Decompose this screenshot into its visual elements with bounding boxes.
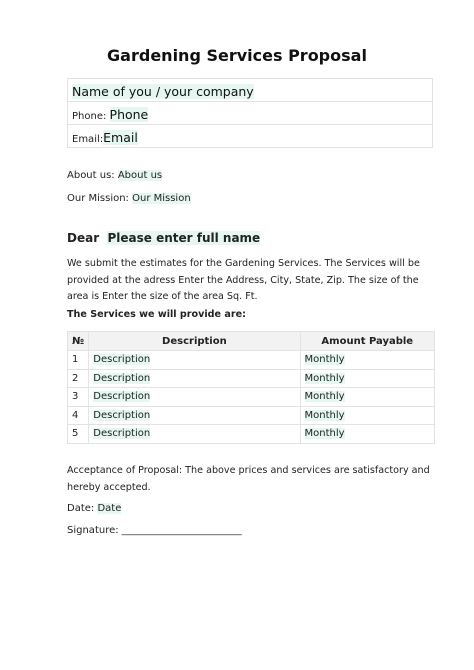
contact-name-cell	[68, 79, 433, 102]
phone-label: Phone:	[72, 110, 110, 122]
description-field[interactable]: Description	[93, 428, 151, 440]
table-row	[68, 351, 435, 370]
intro-paragraph: We submit the estimates for the Gardening Services. The Services will be provided at the adress Enter the Address, City, State, Zip. The size of the area is Enter the size of the area Sq. Ft.	[67, 258, 420, 302]
amount-field[interactable]: Monthly	[304, 372, 345, 384]
row-number: 5	[68, 425, 89, 444]
about-line	[67, 170, 162, 181]
signature-label: Signature:	[67, 525, 122, 536]
contact-row-name	[68, 79, 433, 102]
phone-field[interactable]: Phone	[109, 106, 149, 122]
amount-cell	[300, 351, 434, 370]
description-field[interactable]: Description	[93, 391, 151, 403]
row-number: 3	[68, 388, 89, 407]
amount-field[interactable]: Monthly	[304, 354, 345, 366]
contact-row-phone	[68, 102, 433, 125]
recipient-name-field[interactable]: Please enter full name	[107, 231, 261, 245]
email-label: Email:	[72, 133, 104, 145]
services-header-row	[68, 332, 435, 351]
date-field[interactable]: Date	[97, 503, 122, 514]
amount-field[interactable]: Monthly	[304, 391, 345, 403]
about-label: About us:	[67, 170, 118, 181]
amount-field[interactable]: Monthly	[304, 409, 345, 421]
description-cell	[89, 369, 300, 388]
services-heading: The Services we will provide are:	[67, 309, 246, 320]
amount-cell	[300, 369, 434, 388]
amount-cell	[300, 406, 434, 425]
row-number: 1	[68, 351, 89, 370]
description-cell	[89, 388, 300, 407]
table-row	[68, 425, 435, 444]
dear-label: Dear	[67, 231, 100, 245]
description-field[interactable]: Description	[93, 409, 151, 421]
mission-line	[67, 193, 191, 204]
email-field[interactable]: Email	[103, 129, 138, 145]
signature-line	[67, 525, 242, 536]
contact-table	[67, 78, 433, 148]
row-number: 4	[68, 406, 89, 425]
description-field[interactable]: Description	[93, 354, 151, 366]
amount-cell	[300, 388, 434, 407]
date-line	[67, 503, 121, 514]
table-row	[68, 369, 435, 388]
col-header-number: №	[68, 332, 89, 351]
col-header-description: Description	[89, 332, 300, 351]
contact-row-email	[68, 125, 433, 148]
col-header-amount: Amount Payable	[300, 332, 434, 351]
document-title: Gardening Services Proposal	[107, 46, 367, 65]
mission-label: Our Mission:	[67, 193, 133, 204]
row-number: 2	[68, 369, 89, 388]
description-cell	[89, 425, 300, 444]
date-label: Date:	[67, 503, 98, 514]
amount-field[interactable]: Monthly	[304, 428, 345, 440]
contact-email-cell	[68, 125, 433, 148]
acceptance-text: Acceptance of Proposal: The above prices and services are satisfactory and hereby accepted.	[67, 465, 430, 493]
services-table	[67, 331, 435, 444]
company-name-field[interactable]: Name of you / your company	[72, 83, 254, 99]
description-field[interactable]: Description	[93, 372, 151, 384]
signature-field[interactable]: ________________________	[121, 525, 242, 536]
table-row	[68, 406, 435, 425]
description-cell	[89, 406, 300, 425]
amount-cell	[300, 425, 434, 444]
table-row	[68, 388, 435, 407]
description-cell	[89, 351, 300, 370]
about-field[interactable]: About us	[117, 170, 163, 181]
contact-phone-cell	[68, 102, 433, 125]
mission-field[interactable]: Our Mission	[132, 193, 191, 204]
salutation	[67, 231, 260, 245]
